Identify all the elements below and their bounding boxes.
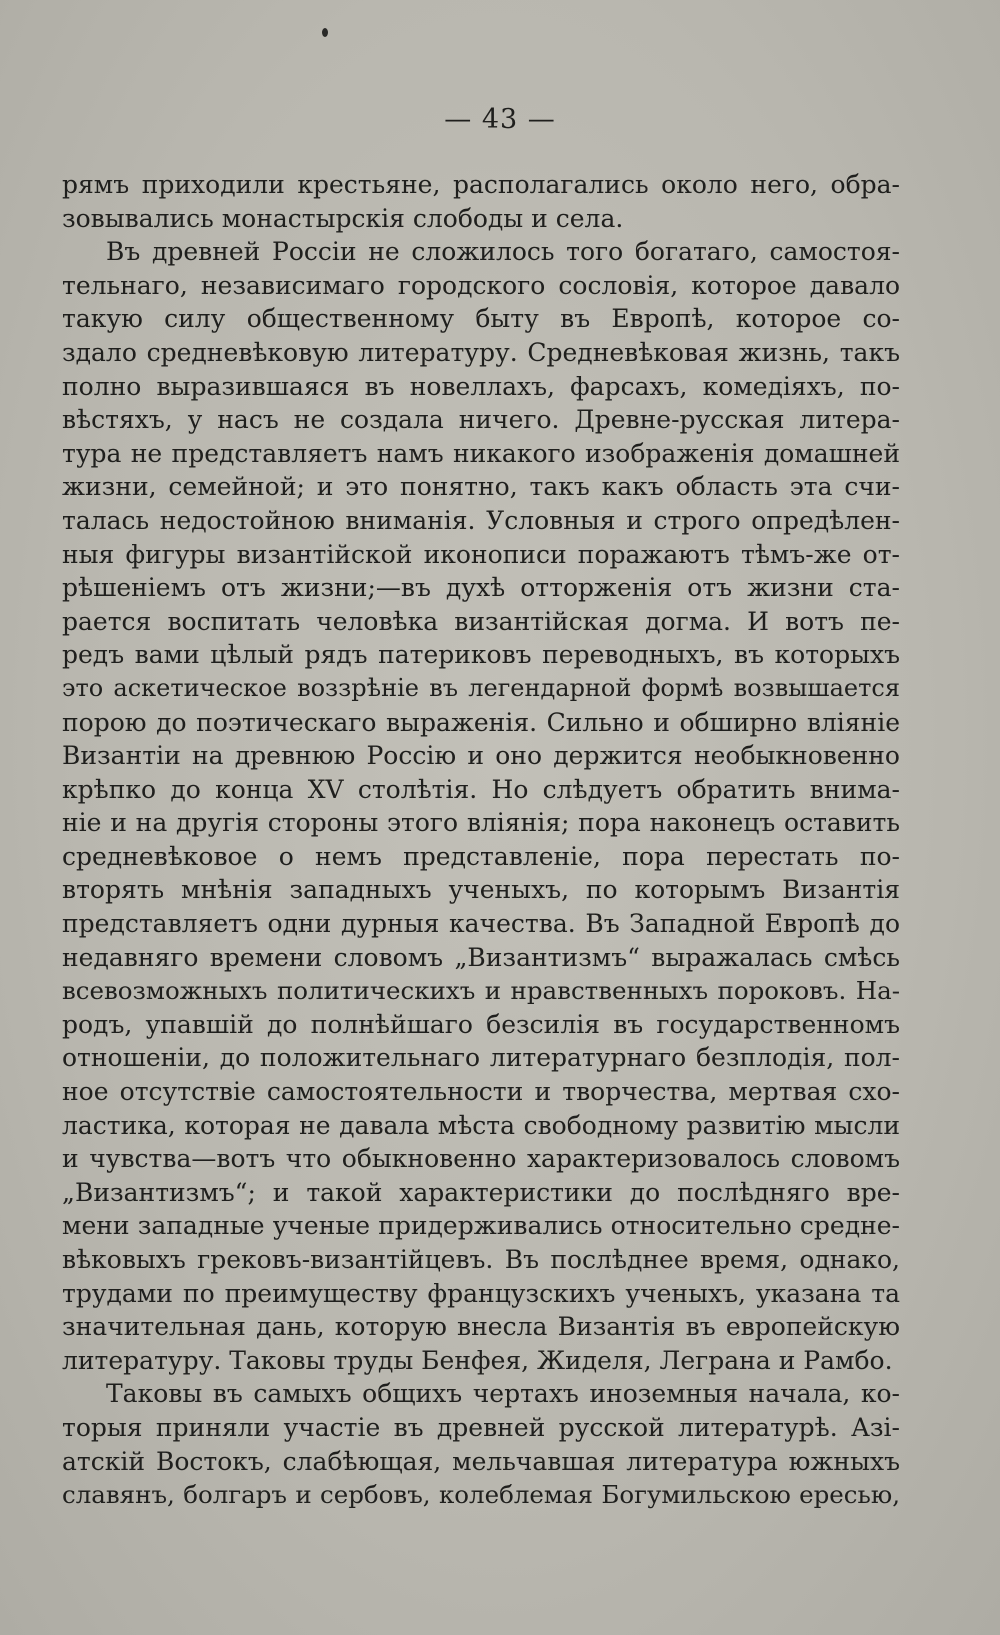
text-line: и чувства—вотъ что обыкновенно характеризовалось словомъ: [62, 1144, 900, 1174]
text-line: порою до поэтическаго выраженія. Сильно и обширно вліяніе: [62, 707, 900, 737]
text-line: вѣстяхъ, у насъ не создала ничего. Древне-русская литера-: [62, 405, 900, 435]
text-line: вѣковыхъ грековъ-византійцевъ. Въ послѣднее время, однако,: [62, 1245, 900, 1274]
text-line: редъ вами цѣлый рядъ патериковъ переводныхъ, въ которыхъ: [62, 640, 900, 670]
text-line: ное отсутствіе самостоятельности и творчества, мертвая схо-: [62, 1077, 900, 1107]
text-line: средневѣковое о немъ представленіе, пора перестать по-: [62, 841, 900, 871]
text-line: жизни, семейной; и это понятно, такъ какъ область эта счи-: [62, 472, 900, 502]
text-line: тельнаго, независимаго городского сословія, которое давало: [62, 270, 900, 300]
text-line: рѣшеніемъ отъ жизни;—въ духѣ отторженія отъ жизни ста-: [62, 573, 900, 603]
page-number: — 43 —: [444, 104, 556, 135]
text-line: недавняго времени словомъ „Византизмъ“ выражалась смѣсь: [62, 942, 900, 972]
text-line: Таковы въ самыхъ общихъ чертахъ иноземныя начала, ко-: [106, 1379, 900, 1409]
text-line: рямъ приходили крестьяне, располагались около него, обра-: [62, 170, 900, 199]
text-line: трудами по преимуществу французскихъ ученыхъ, указана та: [62, 1278, 900, 1308]
text-line: полно выразившаяся въ новеллахъ, фарсахъ, комедіяхъ, по-: [62, 371, 900, 401]
text-line: крѣпко до конца XV столѣтія. Но слѣдуетъ обратить внима-: [62, 774, 900, 804]
text-line: тура не представляетъ намъ никакого изображенія домашней: [62, 438, 900, 468]
text-line: здало средневѣковую литературу. Средневѣковая жизнь, такъ: [62, 337, 900, 367]
text-line: всевозможныхъ политическихъ и нравственныхъ пороковъ. На-: [62, 976, 900, 1006]
text-line: атскій Востокъ, слабѣющая, мельчавшая литература южныхъ: [62, 1446, 900, 1476]
text-line: мени западные ученые придерживались относительно средне-: [62, 1211, 900, 1241]
page-text: [62, 168, 900, 1512]
text-line: это аскетическое воззрѣніе въ легендарной формѣ возвышается: [62, 673, 900, 702]
text-line: вторять мнѣнія западныхъ ученыхъ, по которымъ Византія: [62, 875, 900, 905]
text-line: литературу. Таковы труды Бенфея, Жиделя, Леграна и Рамбо.: [62, 1345, 893, 1375]
text-line: ластика, которая не давала мѣста свободному развитію мысли: [62, 1110, 900, 1140]
text-line: „Византизмъ“; и такой характеристики до послѣдняго вре-: [62, 1177, 900, 1207]
text-line: Въ древней Россіи не сложилось того богатаго, самостоя-: [106, 237, 900, 267]
text-line: родъ, упавшій до полнѣйшаго безсилія въ государственномъ: [62, 1009, 900, 1039]
text-line: славянъ, болгаръ и сербовъ, колеблемая Богумильскою ересью,: [62, 1480, 900, 1510]
text-line: Византіи на древнюю Россію и оно держится необыкновенно: [62, 741, 900, 771]
text-line: торыя приняли участіе въ древней русской литературѣ. Азі-: [62, 1412, 900, 1442]
text-line: отношеніи, до положительнаго литературнаго безплодія, пол-: [62, 1043, 900, 1073]
text-line: зовывались монастырскія слободы и села.: [62, 203, 624, 233]
text-line: такую силу общественному быту въ Европѣ, которое со-: [62, 304, 900, 334]
text-line: представляетъ одни дурныя качества. Въ Западной Европѣ до: [62, 909, 900, 939]
ink-speck: [322, 28, 328, 37]
text-line: ныя фигуры византійской иконописи поражаютъ тѣмъ-же от-: [62, 539, 900, 569]
text-line: талась недостойною вниманія. Условныя и строго опредѣлен-: [62, 505, 900, 535]
text-line: ніе и на другія стороны этого вліянія; пора наконецъ оставить: [62, 808, 900, 838]
text-line: рается воспитать человѣка византійская догма. И вотъ пе-: [62, 606, 900, 636]
text-line: значительная дань, которую внесла Византія въ европейскую: [62, 1312, 900, 1342]
